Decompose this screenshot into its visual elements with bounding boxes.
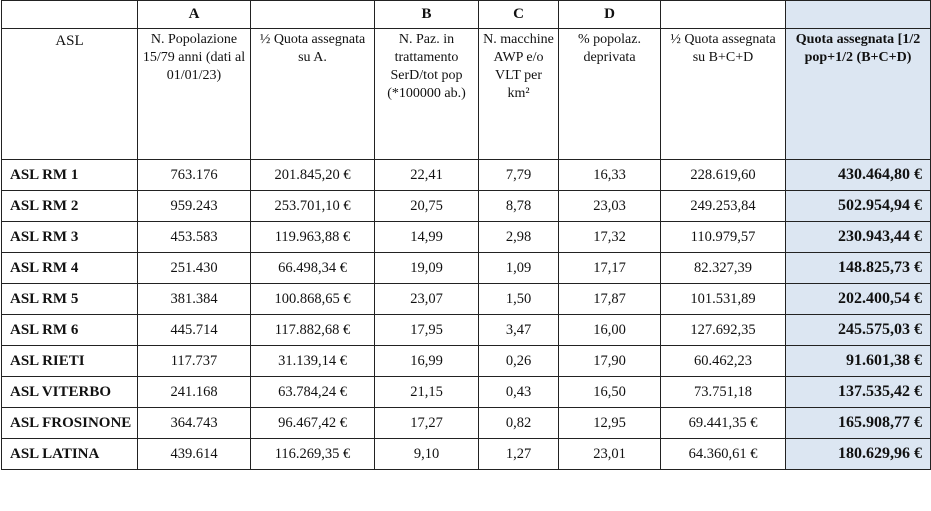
table-row: [2, 377, 931, 408]
header-asl: ASL: [2, 29, 138, 160]
table-row: [2, 439, 931, 470]
cell-population: 117.737: [138, 346, 251, 377]
cell-half-quota-bcd: 127.692,35: [661, 315, 786, 346]
cell-population: 763.176: [138, 160, 251, 191]
cell-half-quota-bcd: 60.462,23: [661, 346, 786, 377]
cell-awp-vlt: 0,43: [479, 377, 559, 408]
cell-asl-name: ASL RM 1: [2, 160, 138, 191]
cell-population: 251.430: [138, 253, 251, 284]
cell-deprived-pop: 12,95: [559, 408, 661, 439]
cell-half-quota-a: 119.963,88 €: [251, 222, 375, 253]
cell-half-quota-bcd: 110.979,57: [661, 222, 786, 253]
cell-asl-name: ASL RM 6: [2, 315, 138, 346]
cell-half-quota-a: 63.784,24 €: [251, 377, 375, 408]
cell-asl-name: ASL RM 4: [2, 253, 138, 284]
cell-half-quota-bcd: 249.253,84: [661, 191, 786, 222]
cell-total-quota: 430.464,80 €: [786, 160, 931, 191]
cell-half-quota-a: 66.498,34 €: [251, 253, 375, 284]
header-patients-serd: N. Paz. in trattamento SerD/tot pop (*100000 ab.): [375, 29, 479, 160]
cell-population: 453.583: [138, 222, 251, 253]
cell-awp-vlt: 1,50: [479, 284, 559, 315]
header-row: [2, 29, 931, 160]
cell-patients-serd: 17,95: [375, 315, 479, 346]
cell-deprived-pop: 16,50: [559, 377, 661, 408]
cell-deprived-pop: 16,00: [559, 315, 661, 346]
cell-population: 439.614: [138, 439, 251, 470]
table-row: [2, 315, 931, 346]
cell-population: 364.743: [138, 408, 251, 439]
cell-population: 381.384: [138, 284, 251, 315]
cell-deprived-pop: 16,33: [559, 160, 661, 191]
cell-awp-vlt: 0,26: [479, 346, 559, 377]
cell-half-quota-a: 116.269,35 €: [251, 439, 375, 470]
cell-population: 241.168: [138, 377, 251, 408]
cell-deprived-pop: 17,32: [559, 222, 661, 253]
cell-half-quota-bcd: 228.619,60: [661, 160, 786, 191]
cell-asl-name: ASL FROSINONE: [2, 408, 138, 439]
letter-cell: A: [138, 1, 251, 29]
asl-quota-table: [1, 0, 931, 470]
cell-patients-serd: 17,27: [375, 408, 479, 439]
table-row: [2, 160, 931, 191]
cell-total-quota: 245.575,03 €: [786, 315, 931, 346]
cell-half-quota-a: 100.868,65 €: [251, 284, 375, 315]
letter-cell: [2, 1, 138, 29]
cell-total-quota: 165.908,77 €: [786, 408, 931, 439]
table-row: [2, 408, 931, 439]
cell-patients-serd: 21,15: [375, 377, 479, 408]
cell-asl-name: ASL RIETI: [2, 346, 138, 377]
cell-patients-serd: 9,10: [375, 439, 479, 470]
cell-asl-name: ASL RM 5: [2, 284, 138, 315]
cell-patients-serd: 14,99: [375, 222, 479, 253]
cell-total-quota: 137.535,42 €: [786, 377, 931, 408]
cell-half-quota-a: 253.701,10 €: [251, 191, 375, 222]
letter-cell: [251, 1, 375, 29]
cell-deprived-pop: 23,03: [559, 191, 661, 222]
cell-awp-vlt: 7,79: [479, 160, 559, 191]
cell-patients-serd: 22,41: [375, 160, 479, 191]
cell-awp-vlt: 8,78: [479, 191, 559, 222]
cell-total-quota: 180.629,96 €: [786, 439, 931, 470]
header-total-quota: Quota assegnata [1/2 pop+1/2 (B+C+D): [786, 29, 931, 160]
cell-deprived-pop: 17,90: [559, 346, 661, 377]
cell-half-quota-a: 201.845,20 €: [251, 160, 375, 191]
table-row: [2, 284, 931, 315]
header-half-quota-bcd: ½ Quota assegnata su B+C+D: [661, 29, 786, 160]
cell-deprived-pop: 17,17: [559, 253, 661, 284]
cell-asl-name: ASL RM 3: [2, 222, 138, 253]
cell-patients-serd: 20,75: [375, 191, 479, 222]
cell-half-quota-bcd: 73.751,18: [661, 377, 786, 408]
cell-half-quota-bcd: 82.327,39: [661, 253, 786, 284]
column-letter-row: [2, 1, 931, 29]
cell-awp-vlt: 0,82: [479, 408, 559, 439]
letter-cell: B: [375, 1, 479, 29]
cell-total-quota: 202.400,54 €: [786, 284, 931, 315]
cell-asl-name: ASL LATINA: [2, 439, 138, 470]
letter-cell: [661, 1, 786, 29]
cell-half-quota-a: 31.139,14 €: [251, 346, 375, 377]
cell-half-quota-a: 117.882,68 €: [251, 315, 375, 346]
cell-patients-serd: 23,07: [375, 284, 479, 315]
header-deprived-pop: % popolaz. deprivata: [559, 29, 661, 160]
cell-awp-vlt: 1,27: [479, 439, 559, 470]
cell-awp-vlt: 3,47: [479, 315, 559, 346]
cell-patients-serd: 19,09: [375, 253, 479, 284]
table-body: [2, 160, 931, 470]
cell-population: 445.714: [138, 315, 251, 346]
cell-total-quota: 91.601,38 €: [786, 346, 931, 377]
letter-cell: C: [479, 1, 559, 29]
table-row: [2, 253, 931, 284]
header-population: N. Popolazione 15/79 anni (dati al 01/01/23): [138, 29, 251, 160]
cell-awp-vlt: 1,09: [479, 253, 559, 284]
cell-population: 959.243: [138, 191, 251, 222]
table-row: [2, 222, 931, 253]
cell-deprived-pop: 23,01: [559, 439, 661, 470]
table-row: [2, 346, 931, 377]
cell-half-quota-bcd: 64.360,61 €: [661, 439, 786, 470]
cell-asl-name: ASL RM 2: [2, 191, 138, 222]
cell-total-quota: 502.954,94 €: [786, 191, 931, 222]
letter-cell: D: [559, 1, 661, 29]
cell-patients-serd: 16,99: [375, 346, 479, 377]
cell-half-quota-bcd: 69.441,35 €: [661, 408, 786, 439]
cell-half-quota-a: 96.467,42 €: [251, 408, 375, 439]
cell-asl-name: ASL VITERBO: [2, 377, 138, 408]
cell-half-quota-bcd: 101.531,89: [661, 284, 786, 315]
header-half-quota-a: ½ Quota assegnata su A.: [251, 29, 375, 160]
letter-cell: [786, 1, 931, 29]
cell-deprived-pop: 17,87: [559, 284, 661, 315]
cell-awp-vlt: 2,98: [479, 222, 559, 253]
header-awp-vlt: N. macchine AWP e/o VLT per km²: [479, 29, 559, 160]
cell-total-quota: 148.825,73 €: [786, 253, 931, 284]
table-row: [2, 191, 931, 222]
cell-total-quota: 230.943,44 €: [786, 222, 931, 253]
